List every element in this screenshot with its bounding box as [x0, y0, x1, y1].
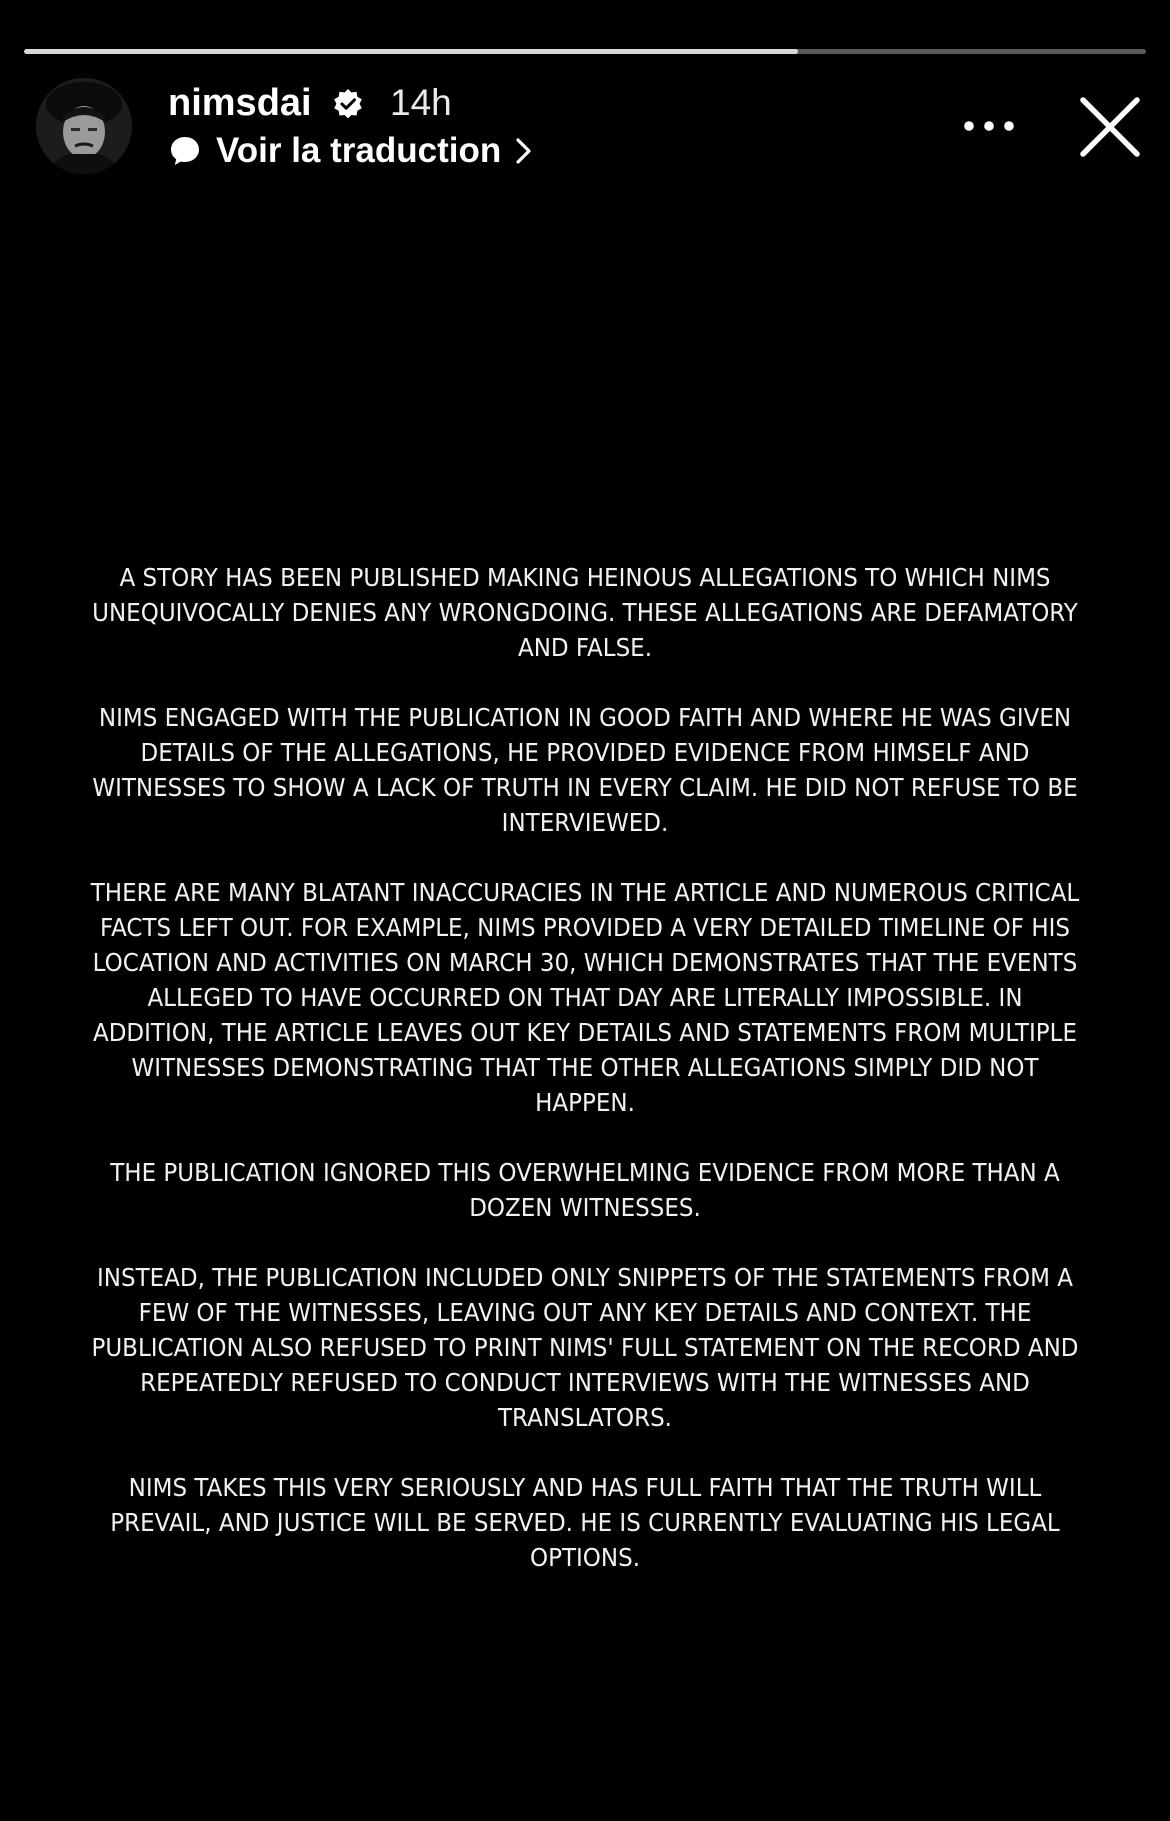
- more-options-button[interactable]: [960, 106, 1018, 146]
- chevron-right-icon: [515, 137, 533, 165]
- story-progress-bar: [24, 49, 1146, 54]
- statement-paragraph: NIMS ENGAGED WITH THE PUBLICATION IN GOOD FAITH AND WHERE HE WAS GIVEN DETAILS OF THE ALLEGATIONS, HE PROVIDED EVIDENCE FROM HIMSELF AND WITNESSES TO SHOW A LACK OF TRUTH IN EVERY CLAIM. HE DID NOT REFUSE TO BE INTERVIEWED.: [92, 703, 1078, 837]
- speech-bubble-icon: [168, 134, 202, 168]
- story-progress-fill: [24, 49, 798, 54]
- close-button[interactable]: [1078, 95, 1142, 159]
- statement-paragraph: INSTEAD, THE PUBLICATION INCLUDED ONLY SNIPPETS OF THE STATEMENTS FROM A FEW OF THE WITNESSES, LEAVING OUT ANY KEY DETAILS AND CONTEXT. THE PUBLICATION ALSO REFUSED TO PRINT NIMS' FULL STATEMENT ON THE RECORD AND REPEATEDLY REFUSED TO CONDUCT INTERVIEWS WITH THE WITNESSES AND TRANSLATORS.: [91, 1263, 1079, 1432]
- story-timestamp: 14h: [390, 82, 452, 123]
- statement-paragraph: A STORY HAS BEEN PUBLISHED MAKING HEINOUS ALLEGATIONS TO WHICH NIMS UNEQUIVOCALLY DENIES ANY WRONGDOING. THESE ALLEGATIONS ARE DEFAMATORY AND FALSE.: [92, 563, 1078, 662]
- see-translation-link[interactable]: [168, 128, 533, 174]
- profile-photo: [36, 78, 132, 174]
- statement-paragraph: THE PUBLICATION IGNORED THIS OVERWHELMING EVIDENCE FROM MORE THAN A DOZEN WITNESSES.: [110, 1158, 1060, 1222]
- verified-badge-icon: [332, 88, 364, 120]
- statement-paragraph: THERE ARE MANY BLATANT INACCURACIES IN THE ARTICLE AND NUMEROUS CRITICAL FACTS LEFT OUT. FOR EXAMPLE, NIMS PROVIDED A VERY DETAILED TIMELINE OF HIS LOCATION AND ACTIVITIES ON MARCH 30, WHICH DEMONSTRATES THAT THE EVENTS ALLEGED TO HAVE OCCURRED ON THAT DAY ARE LITERALLY IMPOSSIBLE. IN ADDITION, THE ARTICLE LEAVES OUT KEY DETAILS AND STATEMENTS FROM MULTIPLE WITNESSES DEMONSTRATING THAT THE OTHER ALLEGATIONS SIMPLY DID NOT HAPPEN.: [90, 878, 1080, 1117]
- statement-text: [84, 560, 1087, 1575]
- more-horizontal-icon: [964, 121, 1014, 131]
- avatar[interactable]: [36, 78, 132, 174]
- username[interactable]: nimsdai: [168, 82, 312, 124]
- close-icon: [1083, 100, 1137, 154]
- see-translation-label: Voir la traduction: [216, 131, 502, 170]
- statement-paragraph: NIMS TAKES THIS VERY SERIOUSLY AND HAS FULL FAITH THAT THE TRUTH WILL PREVAIL, AND JUSTICE WILL BE SERVED. HE IS CURRENTLY EVALUATING HIS LEGAL OPTIONS.: [110, 1473, 1060, 1572]
